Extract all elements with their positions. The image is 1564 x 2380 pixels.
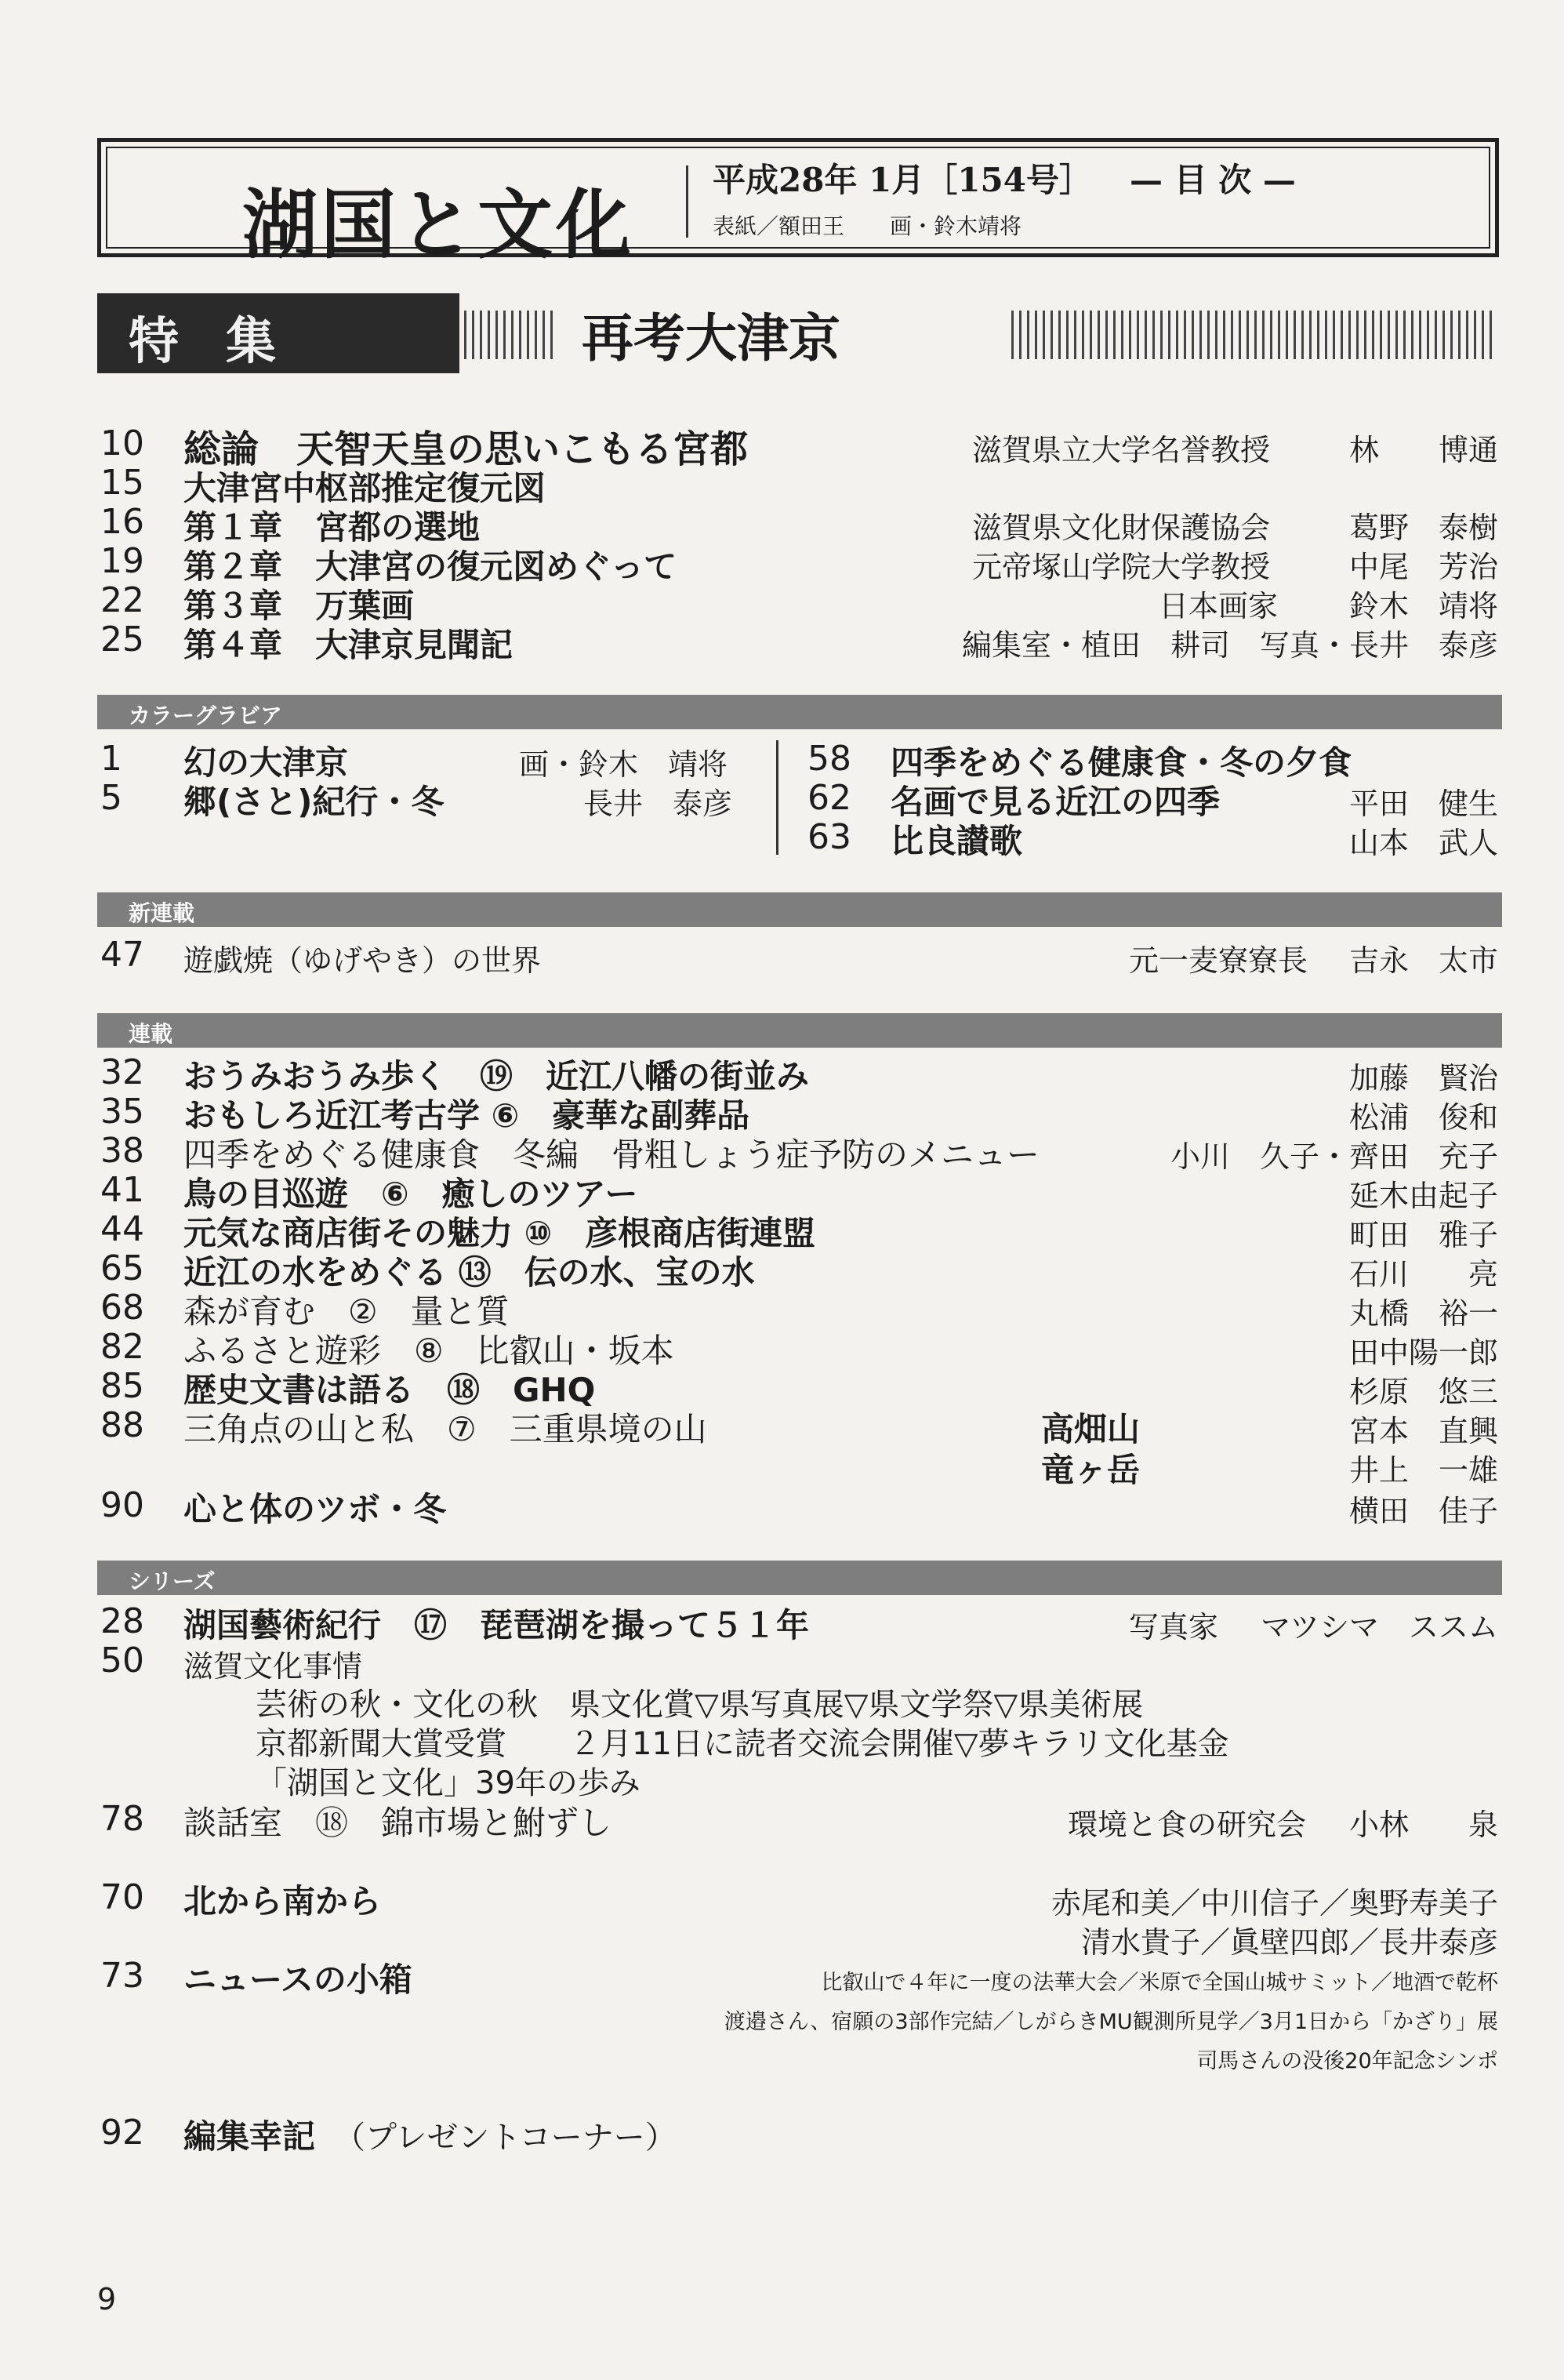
toc-page-number: 62 [807, 778, 851, 818]
toc-author: 松浦 俊和 [1348, 1100, 1498, 1135]
toc-title[interactable]: 北から南から [183, 1882, 382, 1920]
toc-author: 長井 泰彦 [583, 787, 733, 821]
masthead-inner-frame [106, 147, 1490, 269]
toc-title[interactable]: 郷(さと)紀行・冬 [183, 783, 445, 821]
cover-credit: 表紙／額田王 [713, 213, 845, 239]
section-bar-color-gravure [97, 695, 1502, 729]
feature-label: 特集 [129, 312, 323, 371]
toc-author: 編集室・植田 耕司 写真・長井 泰彦 [961, 628, 1498, 663]
toc-heading: — 目 次 — [1130, 161, 1296, 199]
toc-page-number: 92 [100, 2113, 144, 2153]
toc-author: 林 博通 [1348, 433, 1498, 467]
toc-title[interactable]: 鳥の目巡遊 ⑥ 癒しのツアー [183, 1175, 638, 1213]
hatch-decoration-right [1011, 311, 1497, 359]
column-divider [776, 740, 778, 855]
issue-label: 平成28年 1月［154号］ [713, 161, 1092, 199]
section-label: 新連載 [129, 900, 195, 926]
toc-page-number: 73 [100, 1956, 144, 1996]
hatch-decoration-left [464, 311, 557, 359]
toc-page-number: 78 [100, 1799, 144, 1839]
toc-author: 赤尾和美／中川信子／奥野寿美子 [1051, 1886, 1498, 1920]
masthead [97, 138, 1499, 269]
toc-author: 画・鈴木 靖将 [519, 747, 728, 782]
toc-author: 中尾 芳治 [1348, 550, 1498, 584]
toc-page-number: 65 [100, 1248, 144, 1288]
section-label: カラーグラビア [129, 703, 283, 729]
toc-page-number: 68 [100, 1288, 144, 1328]
toc-affiliation: 日本画家 [1159, 589, 1279, 623]
section-bar-serial [97, 1013, 1502, 1048]
toc-author: 小川 久子・齊田 充子 [1170, 1139, 1498, 1174]
toc-title[interactable]: 滋賀文化事情 [183, 1649, 363, 1684]
toc-author: 山本 武人 [1348, 826, 1498, 860]
toc-title[interactable]: おうみおうみ歩く ⑲ 近江八幡の街並み [183, 1057, 810, 1096]
section-label: シリーズ [129, 1568, 216, 1594]
toc-affiliation: 滋賀県立大学名誉教授 [972, 433, 1271, 467]
toc-page-number: 90 [100, 1485, 144, 1525]
toc-title[interactable]: 四季をめぐる健康食・冬の夕食 [891, 743, 1352, 782]
toc-page-number: 41 [100, 1170, 144, 1210]
toc-title[interactable]: 第２章 大津宮の復元図めぐって [183, 547, 677, 586]
toc-title[interactable]: 第３章 万葉画 [183, 587, 415, 625]
toc-affiliation: 元一麦寮寮長 [1129, 943, 1308, 978]
toc-author: 平田 健生 [1348, 787, 1498, 821]
news-note: 比叡山で４年に一度の法華大会／米原で全国山城サミット／地酒で乾杯 [821, 1971, 1498, 1995]
toc-affiliation: 元帝塚山学院大学教授 [972, 550, 1271, 584]
toc-author: 石川 亮 [1348, 1257, 1498, 1292]
toc-page-number: 82 [100, 1327, 144, 1367]
toc-title[interactable]: 歴史文書は語る ⑱ GHQ [183, 1371, 596, 1409]
mountain-name: 高畑山 [1041, 1410, 1141, 1448]
toc-page-number: 50 [100, 1641, 144, 1681]
news-note: 司馬さんの没後20年記念シンポ [1196, 2049, 1498, 2073]
toc-author: 丸橋 裕一 [1348, 1296, 1498, 1331]
toc-author: 葛野 泰樹 [1348, 511, 1498, 545]
toc-author: 吉永 太市 [1348, 943, 1498, 978]
section-label: 連載 [129, 1021, 173, 1047]
toc-title[interactable]: 遊戯焼（ゆげやき）の世界 [183, 943, 542, 978]
toc-page-number: 25 [100, 620, 144, 659]
culture-topic-line: 芸術の秋・文化の秋 県文化賞▽県写真展▽県文学祭▽県美術展 [256, 1687, 1144, 1723]
news-note: 渡邉さん、宿願の3部作完結／しがらきMU観測所見学／3月1日から「かざり」展 [724, 2010, 1498, 2034]
section-bar-new-serial [97, 892, 1502, 927]
toc-page-number: 19 [100, 541, 144, 581]
mountain-name: 竜ヶ岳 [1041, 1451, 1141, 1489]
masthead-divider [686, 165, 688, 238]
toc-author: マツシマ ススム [1261, 1610, 1498, 1644]
toc-title[interactable]: 三角点の山と私 ⑦ 三重県境の山 [183, 1410, 707, 1448]
toc-title[interactable]: おもしろ近江考古学 ⑥ 豪華な副葬品 [183, 1096, 750, 1135]
toc-title[interactable]: 総論 天智天皇の思いこもる宮都 [183, 427, 749, 471]
feature-label-box [97, 293, 459, 373]
toc-page-number: 88 [100, 1405, 144, 1445]
toc-title[interactable]: ニュースの小箱 [183, 1960, 412, 1999]
toc-title[interactable]: 名画で見る近江の四季 [891, 783, 1221, 821]
toc-title[interactable]: ふるさと遊彩 ⑧ 比叡山・坂本 [183, 1332, 674, 1370]
toc-page-number: 32 [100, 1052, 144, 1092]
cover-artist: 画・鈴木靖将 [890, 213, 1022, 239]
toc-page-number: 5 [100, 778, 122, 818]
toc-page-number: 28 [100, 1601, 144, 1641]
toc-affiliation: 写真家 [1129, 1610, 1219, 1644]
culture-topic-line: 「湖国と文化」39年の歩み [256, 1765, 640, 1801]
toc-author: 宮本 直興 [1348, 1414, 1498, 1448]
toc-title[interactable]: 森が育む ② 量と質 [183, 1292, 510, 1331]
toc-page-number: 47 [100, 935, 144, 975]
toc-page-number: 22 [100, 580, 144, 620]
toc-page-number: 35 [100, 1092, 144, 1132]
toc-affiliation: 滋賀県文化財保護協会 [972, 511, 1271, 545]
toc-page-number: 58 [807, 739, 851, 779]
toc-author: 井上 一雄 [1348, 1453, 1498, 1488]
toc-page-number: 1 [100, 739, 122, 779]
toc-page-number: 15 [100, 463, 144, 503]
toc-author: 横田 佳子 [1348, 1494, 1498, 1528]
magazine-title: 湖国と文化 [242, 180, 634, 269]
toc-page-number: 70 [100, 1877, 144, 1917]
culture-topic-line: 京都新聞大賞受賞 ２月11日に読者交流会開催▽夢キラリ文化基金 [256, 1726, 1229, 1762]
toc-title[interactable]: 幻の大津京 [183, 743, 349, 782]
toc-page-number: 10 [100, 423, 144, 463]
toc-author: 延木由起子 [1348, 1179, 1498, 1213]
section-bar-series [97, 1561, 1502, 1595]
toc-author: 鈴木 靖将 [1348, 589, 1498, 623]
page-number: 9 [97, 2282, 117, 2316]
toc-page-number: 44 [100, 1209, 144, 1249]
toc-title[interactable]: 談話室 ⑱ 錦市場と鮒ずし [183, 1804, 612, 1842]
toc-author: 田中陽一郎 [1348, 1335, 1498, 1370]
toc-title[interactable]: 元気な商店街その魅力 ⑩ 彦根商店街連盟 [183, 1214, 816, 1252]
toc-author: 清水貴子／眞壁四郎／長井泰彦 [1080, 1925, 1498, 1960]
toc-page-number: 63 [807, 817, 851, 857]
toc-title[interactable]: 第１章 宮都の選地 [183, 508, 481, 547]
toc-title[interactable]: 近江の水をめぐる ⑬ 伝の水、宝の水 [183, 1253, 755, 1292]
toc-author: 町田 雅子 [1348, 1218, 1498, 1252]
toc-title[interactable]: 第４章 大津京見聞記 [183, 626, 513, 664]
toc-title[interactable]: 四季をめぐる健康食 冬編 骨粗しょう症予防のメニュー [183, 1135, 1040, 1174]
toc-affiliation: 環境と食の研究会 [1068, 1808, 1307, 1842]
feature-title: 再考大津京 [582, 307, 840, 369]
toc-title-suffix: （プレゼントコーナー） [334, 2120, 677, 2156]
toc-title[interactable]: 編集幸記 [183, 2117, 316, 2156]
toc-author: 加藤 賢治 [1348, 1061, 1498, 1096]
toc-title[interactable]: 心と体のツボ・冬 [183, 1490, 447, 1528]
toc-page-number: 16 [100, 502, 144, 542]
toc-author: 小林 泉 [1348, 1808, 1498, 1842]
toc-title[interactable]: 比良讃歌 [891, 822, 1023, 860]
toc-author: 杉原 悠三 [1348, 1375, 1498, 1409]
toc-page-number: 38 [100, 1131, 144, 1171]
toc-title[interactable]: 湖国藝術紀行 ⑰ 琵琶湖を撮って５１年 [183, 1606, 810, 1644]
toc-title[interactable]: 大津宮中枢部推定復元図 [183, 469, 546, 507]
toc-page-number: 85 [100, 1366, 144, 1406]
